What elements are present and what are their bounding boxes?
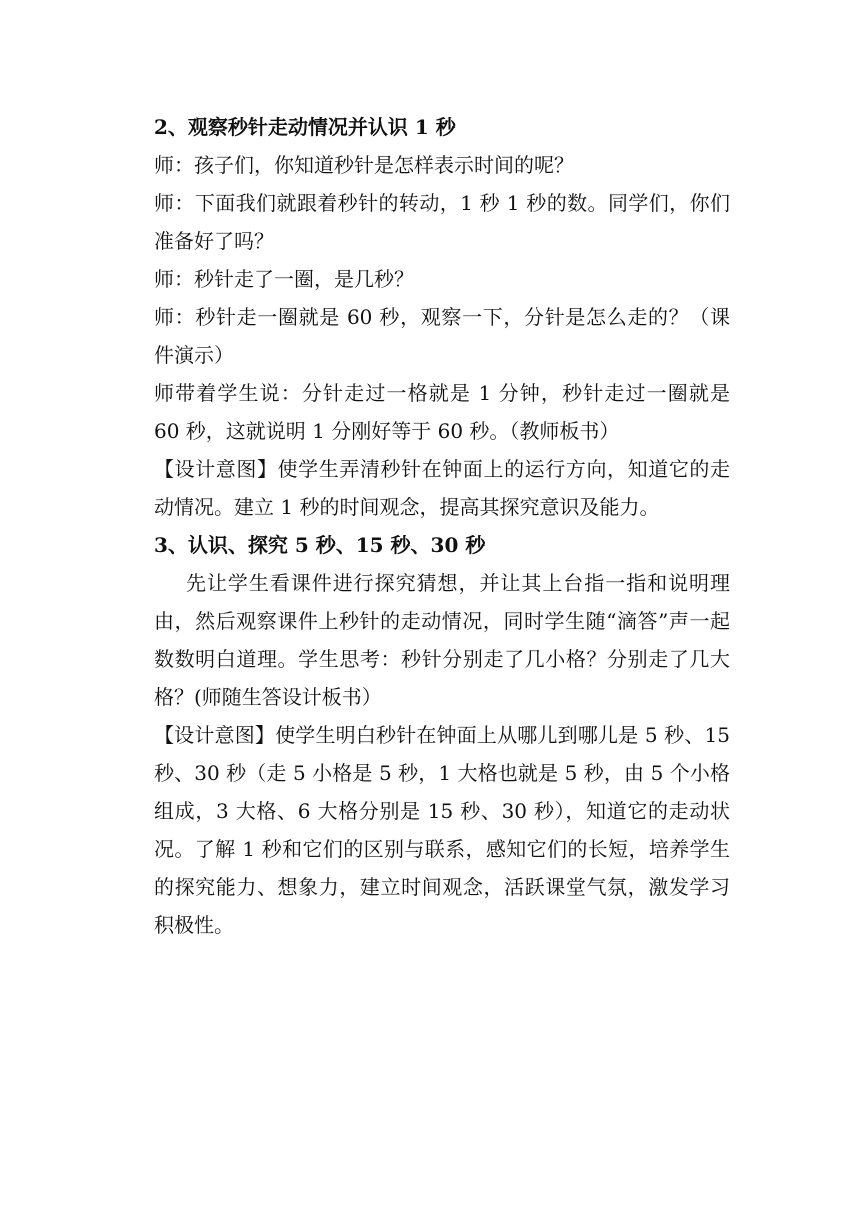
- design-intent-paragraph-1: 【设计意图】使学生弄清秒针在钟面上的运行方向，知道它的走动情况。建立 1 秒的时间观念，提高其探究意识及能力。: [154, 457, 730, 519]
- explore-paragraph: 先让学生看课件进行探究猜想，并让其上台指一指和说明理由，然后观察课件上秒针的走动情况，同时学生随“滴答”声一起数数明白道理。学生思考：秒针分别走了几小格？分别走了几大格？(师随生答设计板书）: [154, 571, 730, 709]
- design-intent-paragraph-2: 【设计意图】使学生明白秒针在钟面上从哪儿到哪儿是 5 秒、15 秒、30 秒（走 5 小格是 5 秒，1 大格也就是 5 秒，由 5 个小格组成，3 大格、6 大格分别是 15 秒、30 秒），知道它的走动状况。了解 1 秒和它们的区别与联系，感知它们的长短，培养学生的探究能力、想象力，建立时间观念，活跃课堂气氛，激发学习积极性。: [154, 723, 730, 937]
- section-heading-2: 2、观察秒针走动情况并认识 1 秒: [154, 115, 456, 139]
- teacher-student-say-paragraph: 师带着学生说：分针走过一格就是 1 分钟，秒针走过一圈就是 60 秒，这就说明 1 分刚好等于 60 秒。（教师板书）: [154, 381, 730, 443]
- document-content: [154, 108, 730, 944]
- teacher-sixty-seconds-paragraph: 师：秒针走一圈就是 60 秒，观察一下，分针是怎么走的？（课件演示）: [154, 305, 730, 367]
- teacher-question-paragraph: 师：孩子们，你知道秒针是怎样表示时间的呢？: [154, 153, 574, 177]
- teacher-count-paragraph: 师：下面我们就跟着秒针的转动，1 秒 1 秒的数。同学们，你们准备好了吗？: [154, 191, 730, 253]
- teacher-circle-question-paragraph: 师：秒针走了一圈，是几秒？: [154, 267, 414, 291]
- section-heading-3: 3、认识、探究 5 秒、15 秒、30 秒: [154, 533, 486, 557]
